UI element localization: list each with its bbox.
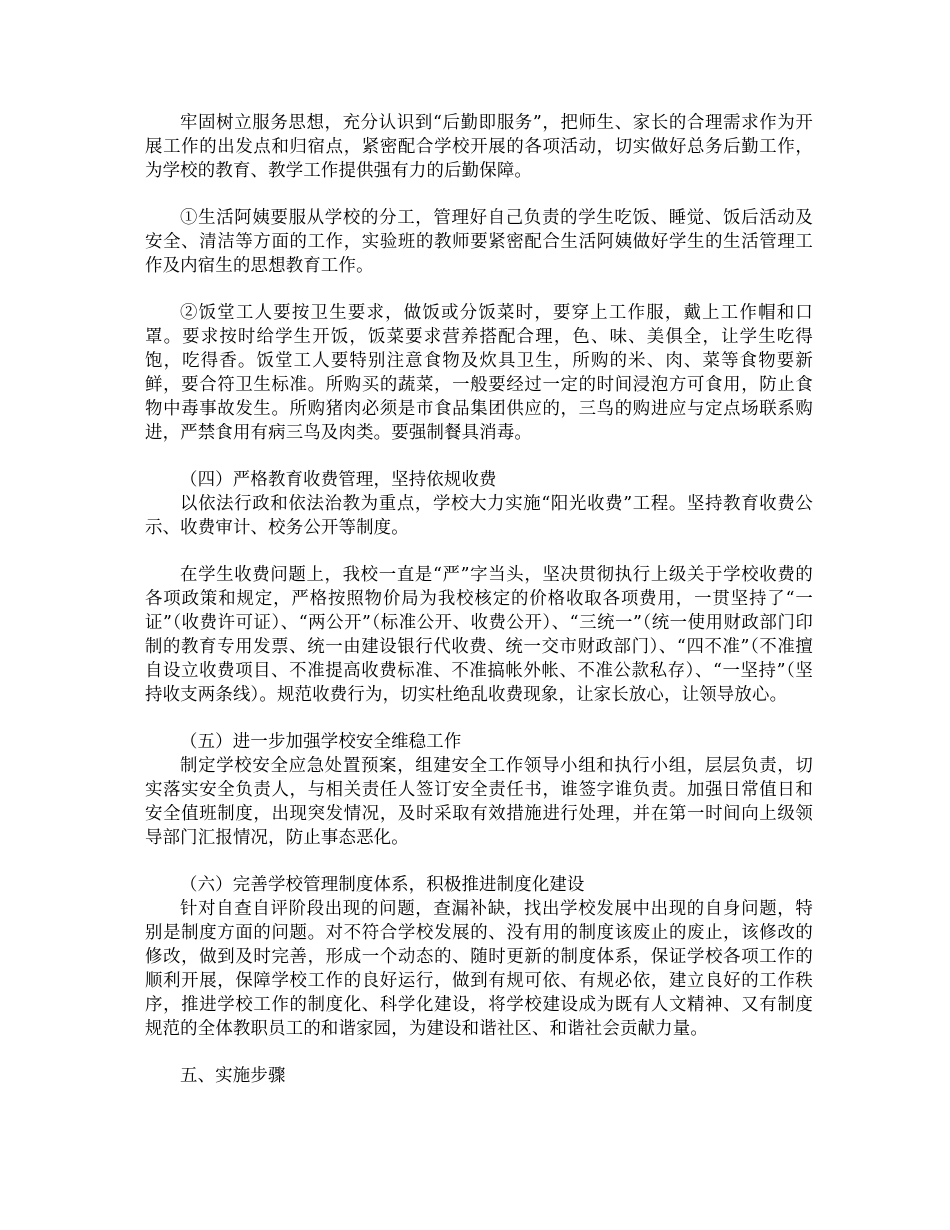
section-heading-institutions: （六）完善学校管理制度体系，积极推进制度化建设 xyxy=(180,875,585,895)
paragraph-institution-building: 针对自查自评阶段出现的问题，查漏补缺，找出学校发展中出现的自身问题，特别是制度方面的问题。对不符合学校发展的、没有用的制度该废止的废止，该修改的修改，做到及时完善，形成一个动态的、随时更新的制度体系，保证学校各项工作的顺利开展，保障学校工作的良好运行，做到有规可依、有规必依，建立良好的工作秩序，推进学校工作的制度化、科学化建设，将学校建设成为既有人文精神、又有制度规范的全体教职员工的和谐家园，为建设和谐社区、和谐社会贡献力量。 xyxy=(145,899,813,1039)
section-heading-implementation-steps: 五、实施步骤 xyxy=(180,1066,286,1086)
paragraph-canteen-workers: ②饭堂工人要按卫生要求，做饭或分饭菜时，要穿上工作服，戴上工作帽和口罩。要求按时给学生开饭，饭菜要求营养搭配合理，色、味、美俱全，让学生吃得饱，吃得香。饭堂工人要特别注意食物及炊具卫生，所购的米、肉、菜等食物要新鲜，要合符卫生标准。所购买的蔬菜，一般要经过一定的时间浸泡方可食用，防止食物中毒事故发生。所购猪肉必须是市食品集团供应的，三鸟的购进应与定点场联系购进，严禁食用有病三鸟及肉类。要强制餐具消毒。 xyxy=(145,303,813,443)
paragraph-sunshine-fees: 以依法行政和依法治教为重点，学校大力实施“阳光收费”工程。坚持教育收费公示、收费审计、校务公开等制度。 xyxy=(145,494,813,538)
document-body xyxy=(145,111,813,1088)
section-heading-safety: （五）进一步加强学校安全维稳工作 xyxy=(180,732,462,752)
paragraph-safety-plan: 制定学校安全应急处置预案，组建安全工作领导小组和执行小组，层层负责，切实落实安全负责人，与相关责任人签订安全责任书，谁签字谁负责。加强日常值日和安全值班制度，出现突发情况，及时采取有效措施进行处理，并在第一时间向上级领导部门汇报情况，防止事态恶化。 xyxy=(145,756,813,848)
paragraph-fee-policy: 在学生收费问题上，我校一直是“严”字当头，坚决贯彻执行上级关于学校收费的各项政策和规定，严格按照物价局为我校核定的价格收取各项费用，一贯坚持了“一证”（收费许可证）、“两公开”（标准公开、收费公开）、“三统一”（统一使用财政部门印制的教育专用发票、统一由建设银行代收费、统一交市财政部门）、“四不准”（不准擅自设立收费项目、不准提高收费标准、不准搞帐外帐、不准公款私存）、“一坚持”（坚持收支两条线）。规范收费行为，切实杜绝乱收费现象，让家长放心，让领导放心。 xyxy=(145,565,813,705)
section-heading-fees: （四）严格教育收费管理，坚持依规收费 xyxy=(180,470,497,490)
paragraph-life-aunt: ①生活阿姨要服从学校的分工，管理好自己负责的学生吃饭、睡觉、饭后活动及安全、清洁等方面的工作，实验班的教师要紧密配合生活阿姨做好学生的生活管理工作及内宿生的思想教育工作。 xyxy=(145,208,813,276)
paragraph-service-thinking: 牢固树立服务思想，充分认识到“后勤即服务”，把师生、家长的合理需求作为开展工作的出发点和归宿点，紧密配合学校开展的各项活动，切实做好总务后勤工作，为学校的教育、教学工作提供强有力的后勤保障。 xyxy=(145,113,813,181)
